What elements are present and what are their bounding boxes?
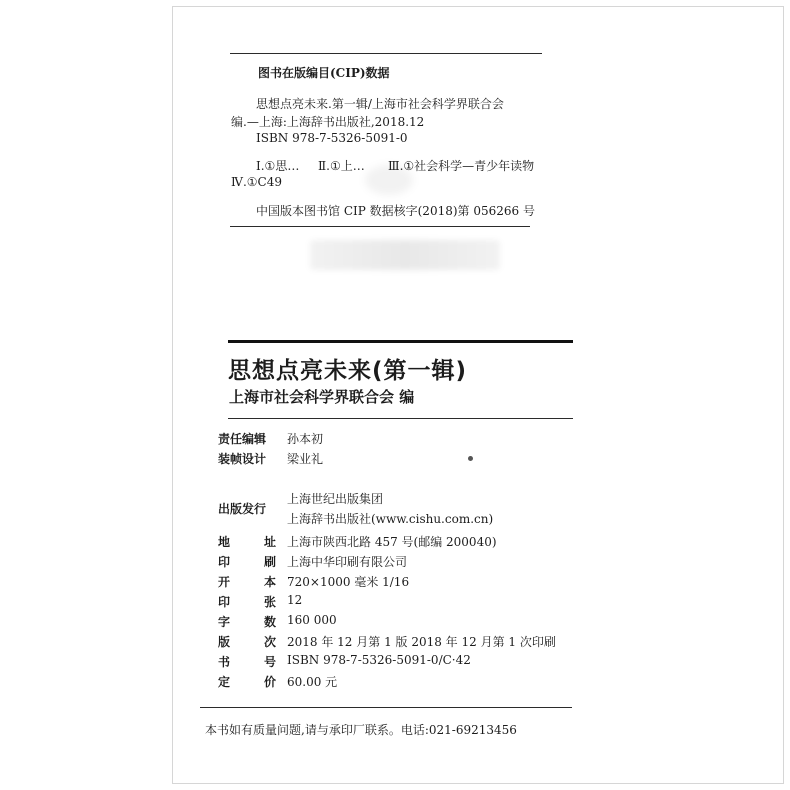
spec-label-isbn: 书 号 — [218, 655, 276, 669]
footer-note: 本书如有质量问题,请与承印厂联系。电话:021-69213456 — [205, 723, 517, 737]
spec-value-printer: 上海中华印刷有限公司 — [287, 555, 408, 569]
cip-heading: 图书在版编目(CIP)数据 — [258, 66, 390, 80]
cip-line-2: 编.—上海:上海辞书出版社,2018.12 — [231, 115, 425, 129]
book-editor: 上海市社会科学界联合会 编 — [229, 388, 415, 406]
title-bottom-rule — [228, 418, 573, 419]
spec-value-format: 720×1000 毫米 1/16 — [287, 575, 410, 589]
cip-top-rule — [230, 53, 542, 54]
spec-label-address: 地 址 — [218, 535, 276, 549]
cip-bottom-rule — [230, 226, 530, 227]
cip-class-2: Ⅱ.①上… — [318, 159, 365, 173]
credit-value-design: 梁业礼 — [287, 452, 324, 466]
cip-line-1: 思想点亮未来.第一辑/上海市社会科学界联合会 — [256, 97, 504, 111]
cip-record-number: 中国版本图书馆 CIP 数据核字(2018)第 056266 号 — [256, 204, 535, 218]
spec-label-edition: 版 次 — [218, 635, 276, 649]
title-top-rule — [228, 340, 573, 343]
publisher-press: 上海辞书出版社(www.cishu.com.cn) — [287, 512, 494, 526]
page-mark-dot — [468, 456, 473, 461]
publisher-label: 出版发行 — [218, 502, 267, 516]
credit-value-editor: 孙本初 — [287, 432, 324, 446]
spec-label-printer: 印 刷 — [218, 555, 276, 569]
spec-value-wordcount: 160 000 — [287, 613, 337, 627]
spec-value-isbn: ISBN 978-7-5326-5091-0/C·42 — [287, 653, 471, 667]
spec-label-price: 定 价 — [218, 675, 276, 689]
credit-label-design: 装帧设计 — [218, 452, 267, 466]
bleed-through-title — [310, 240, 500, 270]
spec-label-wordcount: 字 数 — [218, 615, 276, 629]
cip-class-3: Ⅲ.①社会科学—青少年读物 — [388, 159, 535, 173]
publisher-group: 上海世纪出版集团 — [287, 492, 384, 506]
book-title: 思想点亮未来(第一辑) — [228, 358, 468, 384]
cip-isbn: ISBN 978-7-5326-5091-0 — [256, 131, 408, 145]
credit-label-editor: 责任编辑 — [218, 432, 267, 446]
spec-value-sheets: 12 — [287, 593, 303, 607]
spec-label-sheets: 印 张 — [218, 595, 276, 609]
cip-class-1: Ⅰ.①思… — [256, 159, 300, 173]
spec-value-address: 上海市陕西北路 457 号(邮编 200040) — [287, 535, 497, 549]
cip-class-4: Ⅳ.①C49 — [231, 175, 283, 189]
spec-value-edition: 2018 年 12 月第 1 版 2018 年 12 月第 1 次印刷 — [287, 635, 556, 649]
spec-label-format: 开 本 — [218, 575, 276, 589]
spec-value-price: 60.00 元 — [287, 675, 338, 689]
footer-rule — [200, 707, 572, 708]
